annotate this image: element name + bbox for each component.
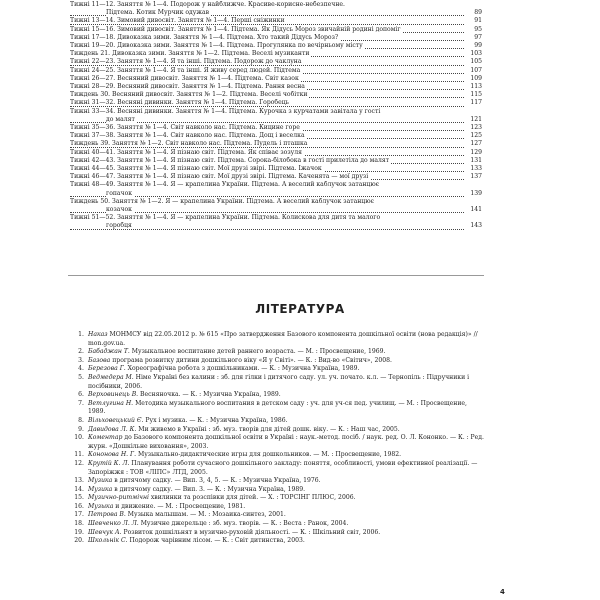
- reference-item: [66, 374, 486, 391]
- reference-text: програма розвитку дитини дошкільного віку «Я у Світі». — К. : Вид-во «Світич», 2008.: [112, 356, 392, 364]
- reference-item: [66, 331, 486, 348]
- toc-entry: [70, 26, 482, 34]
- toc-entry-text: Тижні 11—12. Заняття № 1—4. Подорож у найближче. Красиве-корисне-небезпечне.: [70, 1, 345, 8]
- reference-number: 4.: [78, 365, 84, 373]
- reference-item: [66, 417, 486, 426]
- toc-entry-text: Тижні 42—43. Заняття № 1—4. Я пізнаю світ. Підтема. Сорока-білобока в гості прилетіла до малят: [70, 156, 390, 164]
- reference-item: [66, 477, 486, 486]
- literature-heading: ЛІТЕРАТУРА: [255, 302, 345, 316]
- reference-item: [66, 503, 486, 512]
- toc-entry-text: Тижні 35—36. Заняття № 1—4. Світ навколо нас. Підтема. Кицине горе: [70, 124, 300, 132]
- reference-number: 13.: [74, 477, 84, 485]
- toc-page-number: 137: [470, 173, 482, 181]
- toc-entry: [70, 75, 482, 83]
- toc-entry-text: Тижні 31—32. Весняні дивинки. Заняття № 1—4. Підтема. Горобець: [70, 99, 289, 107]
- reference-number: 10.: [74, 434, 84, 442]
- reference-text: хвилинки та розспівки для дітей. — Х. : ТОРСІНГ ПЛЮС, 2006.: [150, 494, 356, 502]
- toc-page-number: 89: [474, 9, 482, 17]
- reference-number: 9.: [78, 425, 84, 433]
- toc-page-number: 123: [470, 124, 482, 132]
- toc-entry-text: гопачок: [106, 189, 133, 197]
- reference-number: 8.: [78, 416, 84, 424]
- toc-entry-text: Тижні 19—20. Дивоказка зими. Заняття № 1—4. Підтема. Прогулянка по вечірньому місту: [70, 42, 363, 50]
- toc-page-number: 95: [474, 25, 482, 33]
- toc-page-number: 105: [470, 58, 482, 66]
- reference-author: Верховинець В.: [88, 391, 139, 399]
- toc-entry-text: Тижні 51—52. Заняття № 1—4. Я — крапелина України. Підтема. Колискова для дитя та малого: [70, 214, 381, 222]
- reference-text: Подорож чарівним лісом. — К. : Світ дитинства, 2003.: [129, 537, 305, 545]
- reference-text: Музыкальное воспитание детей раннего возраста. — М. : Просвещение, 1969.: [131, 348, 386, 356]
- toc-entry: [70, 190, 482, 198]
- reference-text: МОНМСУ від 22.05.2012 р. № 615 «Про затвердження Базового компонента дошкільної освіти (нова редакція)» // mon.gov.ua.: [88, 331, 478, 347]
- reference-text: и движение. — М. : Просвещение, 1981.: [115, 502, 246, 510]
- toc-entry-text: Тижні 22—23. Заняття № 1—4. Я та інші. Підтема. Подорож до чаклуна: [70, 58, 302, 66]
- toc-entry: [70, 83, 482, 91]
- reference-number: 1.: [78, 331, 84, 338]
- toc-entry-text: горобця: [106, 222, 132, 230]
- reference-number: 2.: [78, 348, 84, 356]
- toc-entry: [70, 116, 482, 124]
- reference-number: 15.: [74, 494, 84, 502]
- toc-page-number: 91: [474, 17, 482, 25]
- toc-page-number: 143: [470, 222, 482, 230]
- reference-item: [66, 494, 486, 503]
- reference-number: 14.: [74, 485, 84, 493]
- toc-entry-text: Тижні 13—14. Зимовий дивосвіт. Заняття № 1—4. Перші сніжинки: [70, 17, 285, 25]
- toc-page-number: 97: [474, 33, 482, 41]
- reference-number: 3.: [78, 356, 84, 364]
- toc-page-number: 107: [470, 66, 482, 74]
- toc-page-number: 141: [470, 206, 482, 214]
- reference-text: до Базового компонента дошкільної освіти в Україні : наук.-метод. посіб. / наук. ред. О. Л. Кононко. — К. : Ред. журн. «Дошкільне виховання», 2003.: [88, 434, 484, 450]
- reference-author: Кононова Н. Г.: [88, 451, 137, 459]
- toc-entry: [70, 34, 482, 42]
- toc-entry: [70, 181, 482, 189]
- reference-number: 6.: [78, 391, 84, 399]
- reference-text: Музыка малышам. — М. : Мозаика-синтез, 2001.: [127, 511, 286, 519]
- toc-page-number: 115: [470, 91, 482, 99]
- reference-number: 19.: [74, 528, 84, 536]
- toc-page-number: 109: [470, 74, 482, 82]
- reference-author: Музыка: [88, 502, 114, 510]
- table-of-contents: [70, 1, 482, 231]
- reference-text: Музичне джерельце : зб. муз. творів. — К. : Веста : Ранок, 2004.: [140, 520, 349, 528]
- toc-entry: [70, 157, 482, 165]
- reference-number: 18.: [74, 520, 84, 528]
- reference-item: [66, 537, 486, 546]
- toc-entry-text: козачок: [106, 206, 132, 214]
- toc-page-number: 117: [470, 99, 482, 107]
- reference-text: Музыкально-дидактические игры для дошкольников. — М. : Просвещение, 1982.: [137, 451, 402, 459]
- toc-entry: [70, 149, 482, 157]
- toc-entry-text: до малят: [106, 115, 135, 123]
- reference-author: Музика: [88, 485, 113, 493]
- reference-number: 17.: [74, 511, 84, 519]
- reference-author: Базова: [88, 356, 111, 364]
- reference-author: Петрова В.: [88, 511, 126, 519]
- toc-entry-text: Тиждень 30. Весняний дивосвіт. Заняття № 1—2. Підтема. Веселі чобітки: [70, 91, 308, 99]
- reference-item: [66, 391, 486, 400]
- toc-entry-text: Тижні 17—18. Дивоказка зими. Заняття № 1—4. Підтема. Хто такий Дідусь Мороз?: [70, 33, 339, 41]
- reference-author: Музично-ритмічні: [88, 494, 149, 502]
- toc-entry-text: Тижні 44—45. Заняття № 1—4. Я пізнаю світ. Мої друзі звірі. Підтема. Їжачок: [70, 165, 322, 173]
- toc-entry: [70, 9, 482, 17]
- reference-text: Німе Україні без калини : зб. для гілки і дитячого саду. ул. уч. почато. к.л. — Тернопіль : Підручники і посібники, 2006.: [88, 373, 470, 390]
- reference-number: 5.: [78, 373, 84, 381]
- reference-author: Давидова Л. К.: [88, 425, 137, 433]
- reference-author: Коментар: [88, 434, 123, 442]
- reference-number: 11.: [74, 451, 84, 459]
- reference-item: [66, 511, 486, 520]
- reference-item: [66, 400, 486, 417]
- reference-author: Музика: [88, 477, 113, 485]
- reference-text: Хореографічна робота з дошкільниками. — К. : Музична Україна, 1989.: [127, 365, 360, 373]
- toc-entry: [70, 108, 482, 116]
- reference-item: [66, 365, 486, 374]
- toc-entry: [70, 67, 482, 75]
- toc-entry: [70, 1, 482, 9]
- toc-entry-text: Тижні 46—47. Заняття № 1—4. Я пізнаю світ. Мої друзі звірі. Підтема. Каченята — мої друзі: [70, 173, 369, 181]
- reference-number: 20.: [74, 537, 84, 545]
- reference-author: Березова Г.: [88, 365, 126, 373]
- toc-entry: [70, 50, 482, 58]
- reference-item: [66, 426, 486, 435]
- reference-author: Школьнік С.: [88, 537, 128, 545]
- divider: [68, 275, 484, 276]
- toc-entry-text: Тиждень 21. Дивоказка зими. Заняття № 1—2. Підтема. Веселі музиканти: [70, 50, 310, 58]
- reference-text: Методика музыкального воспитания в детском саду : уч. для уч-ся пед. училищ. — М. : Просвещение, 1989.: [88, 399, 467, 416]
- reference-text: Розвиток дошкільнят в музично-руховій діяльності. — К. : Шкільний світ, 2006.: [123, 528, 381, 536]
- toc-page-number: 125: [470, 132, 482, 140]
- reference-author: Шевченко Л. Л.: [88, 520, 139, 528]
- toc-page-number: 139: [470, 189, 482, 197]
- toc-entry: [70, 124, 482, 132]
- reference-item: [66, 434, 486, 451]
- reference-item: [66, 520, 486, 529]
- toc-entry: [70, 99, 482, 107]
- toc-entry: [70, 17, 482, 25]
- reference-item: [66, 348, 486, 357]
- reference-list: [66, 331, 486, 546]
- toc-entry: [70, 91, 482, 99]
- reference-author: Наказ: [88, 331, 108, 338]
- reference-author: Ветлугина Н.: [88, 399, 134, 407]
- reference-number: 7.: [78, 399, 84, 407]
- toc-page-number: 121: [470, 115, 482, 123]
- toc-entry: [70, 42, 482, 50]
- reference-author: Крутій К. Л.: [88, 459, 130, 467]
- toc-entry: [70, 173, 482, 181]
- reference-author: Вільховецький Є.: [88, 416, 144, 424]
- toc-entry-text: Тижні 28—29. Весняний дивосвіт. Заняття № 1—4. Підтема. Рання весна: [70, 83, 305, 91]
- reference-item: [66, 460, 486, 477]
- toc-page-number: 103: [470, 50, 482, 58]
- reference-text: в дитячому садку. — Вип. 3, 4, 5. — К. : Музична Україна, 1976.: [114, 477, 321, 485]
- toc-entry-text: Тиждень 39. Заняття № 1—2. Світ навколо нас. Підтема. Пудель і пташка: [70, 140, 308, 148]
- toc-entry-text: Тиждень 50. Заняття № 1—2. Я — крапелина України. Підтема. А веселий каблучок затанцює: [70, 197, 374, 205]
- reference-author: Бабаджан Т.: [88, 348, 130, 356]
- toc-page-number: 131: [470, 156, 482, 164]
- toc-entry: [70, 222, 482, 230]
- reference-number: 12.: [74, 459, 84, 467]
- toc-page-number: 99: [474, 42, 482, 50]
- toc-entry: [70, 198, 482, 206]
- reference-text: Планування роботи сучасного дошкільного закладу: поняття, особливості, умови ефективної реалізації. — Запоріжжя : ТОВ «ЛІПС» ЛТД, 2005.: [88, 459, 478, 476]
- toc-entry: [70, 165, 482, 173]
- page-number: 4: [500, 588, 505, 596]
- toc-entry: [70, 206, 482, 214]
- toc-page-number: 133: [470, 165, 482, 173]
- toc-page-number: 129: [470, 148, 482, 156]
- reference-text: Весняночка. — К. : Музична Україна, 1989.: [140, 391, 281, 399]
- reference-item: [66, 486, 486, 495]
- reference-text: в дитячому садку. — Вип. 3. — К. : Музична Україна, 1989.: [114, 485, 306, 493]
- toc-page-number: 127: [470, 140, 482, 148]
- toc-entry: [70, 58, 482, 66]
- toc-entry-text: Тижні 15—16. Зимовий дивосвіт. Заняття № 1—4. Підтема. Як Дідусь Мороз звичайній родині допоміг: [70, 25, 401, 33]
- reference-item: [66, 451, 486, 460]
- toc-entry-text: Тижні 33—34. Весняні дивинки. Заняття № 1—4. Підтема. Курочка з курчатами завітала у гості: [70, 107, 381, 115]
- reference-item: [66, 529, 486, 538]
- reference-item: [66, 357, 486, 366]
- toc-entry: [70, 132, 482, 140]
- toc-entry: [70, 140, 482, 148]
- toc-entry-text: Тижні 24—25. Заняття № 1—4. Я та інші. Я живу серед людей. Підтема: [70, 66, 301, 74]
- toc-entry-text: Підтема. Котик Мурчик одужав: [106, 9, 210, 17]
- reference-number: 16.: [74, 502, 84, 510]
- toc-entry: [70, 214, 482, 222]
- toc-page-number: 113: [470, 83, 482, 91]
- reference-text: Рух і музика. — К. : Музична Україна, 1986.: [145, 416, 288, 424]
- reference-author: Ведмедера М.: [88, 373, 134, 381]
- toc-entry-text: Тижні 26—27. Весняний дивосвіт. Заняття № 1—4. Підтема. Світ казок: [70, 74, 299, 82]
- reference-author: Шевчук А.: [88, 528, 122, 536]
- toc-entry-text: Тижні 40—41. Заняття № 1—4. Я пізнаю світ. Підтема. Як співає зозуля: [70, 148, 302, 156]
- toc-entry-text: Тижні 37—38. Заняття № 1—4. Світ навколо нас. Підтема. Дощ і веселка: [70, 132, 305, 140]
- toc-entry-text: Тижні 48—49. Заняття № 1—4. Я — крапелина України. Підтема. А веселий каблучок затанцює: [70, 181, 380, 189]
- reference-text: Ми живемо в Україні : зб. муз. творів для дітей дошк. віку. — К. : Наш час, 2005.: [138, 425, 400, 433]
